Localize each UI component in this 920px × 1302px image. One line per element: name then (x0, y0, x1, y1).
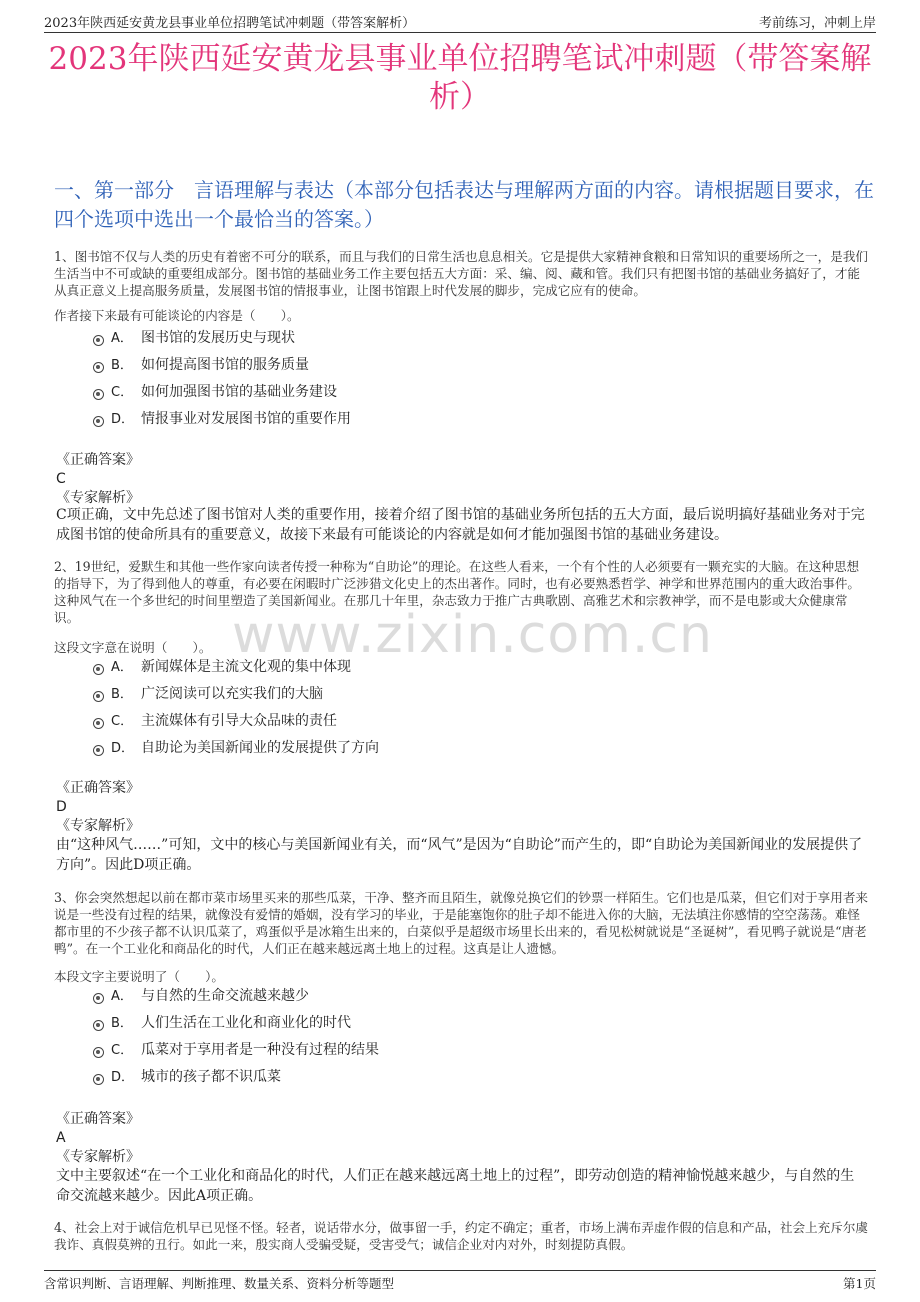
question-4-text: 4、社会上对于诚信危机早已见怪不怪。轻者，说话带水分，做事留一手，约定不确定；重者，市场上满布弄虚作假的信息和产品，社会上充斥尔虞我诈、真假莫辨的丑行。如此一来，殷实商人受骗受疑，受害受气；诚信企业对内对外，时刻提防真假。 (54, 1220, 869, 1252)
question-2-text: 2、19世纪，爱默生和其他一些作家向读者传授一种称为“自助论”的理论。在这些人看来，一个有个性的人必须要有一颗充实的大脑。在这种思想的指导下，为了得到他人的尊重，有必要在闲暇时广泛涉猎文化史上的杰出著作。同时，也有必要熟悉哲学、神学和世界范围内的重大政治事件。这种风气在一个多世纪的时间里塑造了美国新闻业。在那几十年里，杂志致力于推广古典歌剧、高雅艺术和宗教神学，而不是电影或大众健康常识。 (54, 559, 860, 625)
radio-icon[interactable] (93, 745, 104, 756)
option-b[interactable]: B． 如何提高图书馆的服务质量 (93, 354, 351, 381)
question-1-answer-block (56, 451, 140, 508)
question-3-analysis: 文中主要叙述“在一个工业化和商品化的时代，人们正在越来越远离土地上的过程”，即劳动创造的精神愉悦越来越少，与自然的生命交流越来越少。因此A项正确。 (56, 1168, 855, 1204)
radio-icon[interactable] (93, 993, 104, 1004)
option-b[interactable]: B． 广泛阅读可以充实我们的大脑 (93, 683, 379, 710)
answer-label: 《正确答案》 (56, 1111, 140, 1127)
answer-value: C (56, 471, 66, 487)
radio-icon[interactable] (93, 718, 104, 729)
document-title: 2023年陕西延安黄龙县事业单位招聘笔试冲刺题（带答案解析） (48, 41, 872, 115)
radio-icon[interactable] (93, 1074, 104, 1085)
footer-note: 含常识判断、言语理解、判断推理、数量关系、资料分析等题型 (44, 1276, 395, 1291)
radio-icon[interactable] (93, 389, 104, 400)
answer-label: 《正确答案》 (56, 780, 140, 796)
question-1-stem: 作者接下来最有可能谈论的内容是（ ）。 (54, 308, 300, 323)
option-a[interactable]: A． 图书馆的发展历史与现状 (93, 327, 351, 354)
page-number: 第1页 (843, 1276, 876, 1291)
radio-icon[interactable] (93, 691, 104, 702)
option-c[interactable]: C． 如何加强图书馆的基础业务建设 (93, 381, 351, 408)
radio-icon[interactable] (93, 416, 104, 427)
option-c[interactable]: C． 瓜菜对于享用者是一种没有过程的结果 (93, 1039, 379, 1066)
radio-icon[interactable] (93, 1020, 104, 1031)
question-3-options (93, 985, 379, 1093)
radio-icon[interactable] (93, 1047, 104, 1058)
section-heading: 一、第一部分 言语理解与表达（本部分包括表达与理解两方面的内容。请根据题目要求，在四个选项中选出一个最恰当的答案。） (54, 178, 874, 231)
question-2-answer-block (56, 779, 140, 836)
option-d[interactable]: D． 自助论为美国新闻业的发展提供了方向 (93, 737, 379, 764)
question-1-text: 1、图书馆不仅与人类的历史有着密不可分的联系，而且与我们的日常生活也息息相关。它是提供大家精神食粮和日常知识的重要场所之一，是我们生活当中不可或缺的重要组成部分。图书馆的基础业务工作主要包括五大方面：采、编、阅、藏和管。我们只有把图书馆的基础业务搞好了，才能从真正意义上提高服务质量，发展图书馆的情报事业，让图书馆跟上时代发展的脚步，完成它应有的使命。 (54, 249, 869, 298)
radio-icon[interactable] (93, 664, 104, 675)
option-c[interactable]: C． 主流媒体有引导大众品味的责任 (93, 710, 379, 737)
question-1-analysis: C项正确，文中先总述了图书馆对人类的重要作用，接着介绍了图书馆的基础业务所包括的五大方面，最后说明搞好基础业务对于完成图书馆的使命所具有的重要意义，故接下来最有可能谈论的内容就是如何才能加强图书馆的基础业务建设。 (56, 507, 865, 543)
option-b[interactable]: B． 人们生活在工业化和商业化的时代 (93, 1012, 379, 1039)
question-2-stem: 这段文字意在说明（ ）。 (54, 640, 212, 655)
radio-icon[interactable] (93, 362, 104, 373)
question-3-text: 3、你会突然想起以前在都市菜市场里买来的那些瓜菜，干净、整齐而且陌生，就像兑换它们的钞票一样陌生。它们也是瓜菜，但它们对于享用者来说是一些没有过程的结果，就像没有爱情的婚姻，没有学习的毕业，于是能塞饱你的肚子却不能进入你的大脑，无法填注你感情的空空荡荡。难怪都市里的不少孩子都不认识瓜菜了，鸡蛋似乎是冰箱生出来的，白菜似乎是超级市场里长出来的，看见松树就说是“圣诞树”，看见鸭子就说是“唐老鸭”。在一个工业化和商品化的时代，人们正在越来越远离土地上的过程。这真是让人遗憾。 (54, 890, 869, 956)
question-3-answer-block (56, 1110, 140, 1167)
question-1-options (93, 327, 351, 435)
header-slogan: 考前练习，冲刺上岸 (758, 16, 876, 31)
watermark: www.zixin.com.cn (232, 605, 713, 665)
analysis-label: 《专家解析》 (56, 1149, 140, 1165)
option-d[interactable]: D． 情报事业对发展图书馆的重要作用 (93, 408, 351, 435)
page-header (44, 10, 876, 33)
option-a[interactable]: A． 与自然的生命交流越来越少 (93, 985, 379, 1012)
question-2-options (93, 656, 379, 764)
analysis-label: 《专家解析》 (56, 818, 140, 834)
analysis-label: 《专家解析》 (56, 490, 140, 506)
answer-value: A (56, 1130, 66, 1146)
question-2-analysis: 由“这种风气……”可知，文中的核心与美国新闻业有关，而“风气”是因为“自助论”而产生的，即“自助论为美国新闻业的发展提供了方向”。因此D项正确。 (56, 837, 863, 873)
option-d[interactable]: D． 城市的孩子都不识瓜菜 (93, 1066, 379, 1093)
answer-value: D (56, 799, 67, 815)
question-3-stem: 本段文字主要说明了（ ）。 (54, 969, 225, 984)
option-a[interactable]: A． 新闻媒体是主流文化观的集中体现 (93, 656, 379, 683)
answer-label: 《正确答案》 (56, 452, 140, 468)
header-doc-title: 2023年陕西延安黄龙县事业单位招聘笔试冲刺题（带答案解析） (44, 16, 416, 31)
page-footer (44, 1270, 876, 1295)
radio-icon[interactable] (93, 335, 104, 346)
